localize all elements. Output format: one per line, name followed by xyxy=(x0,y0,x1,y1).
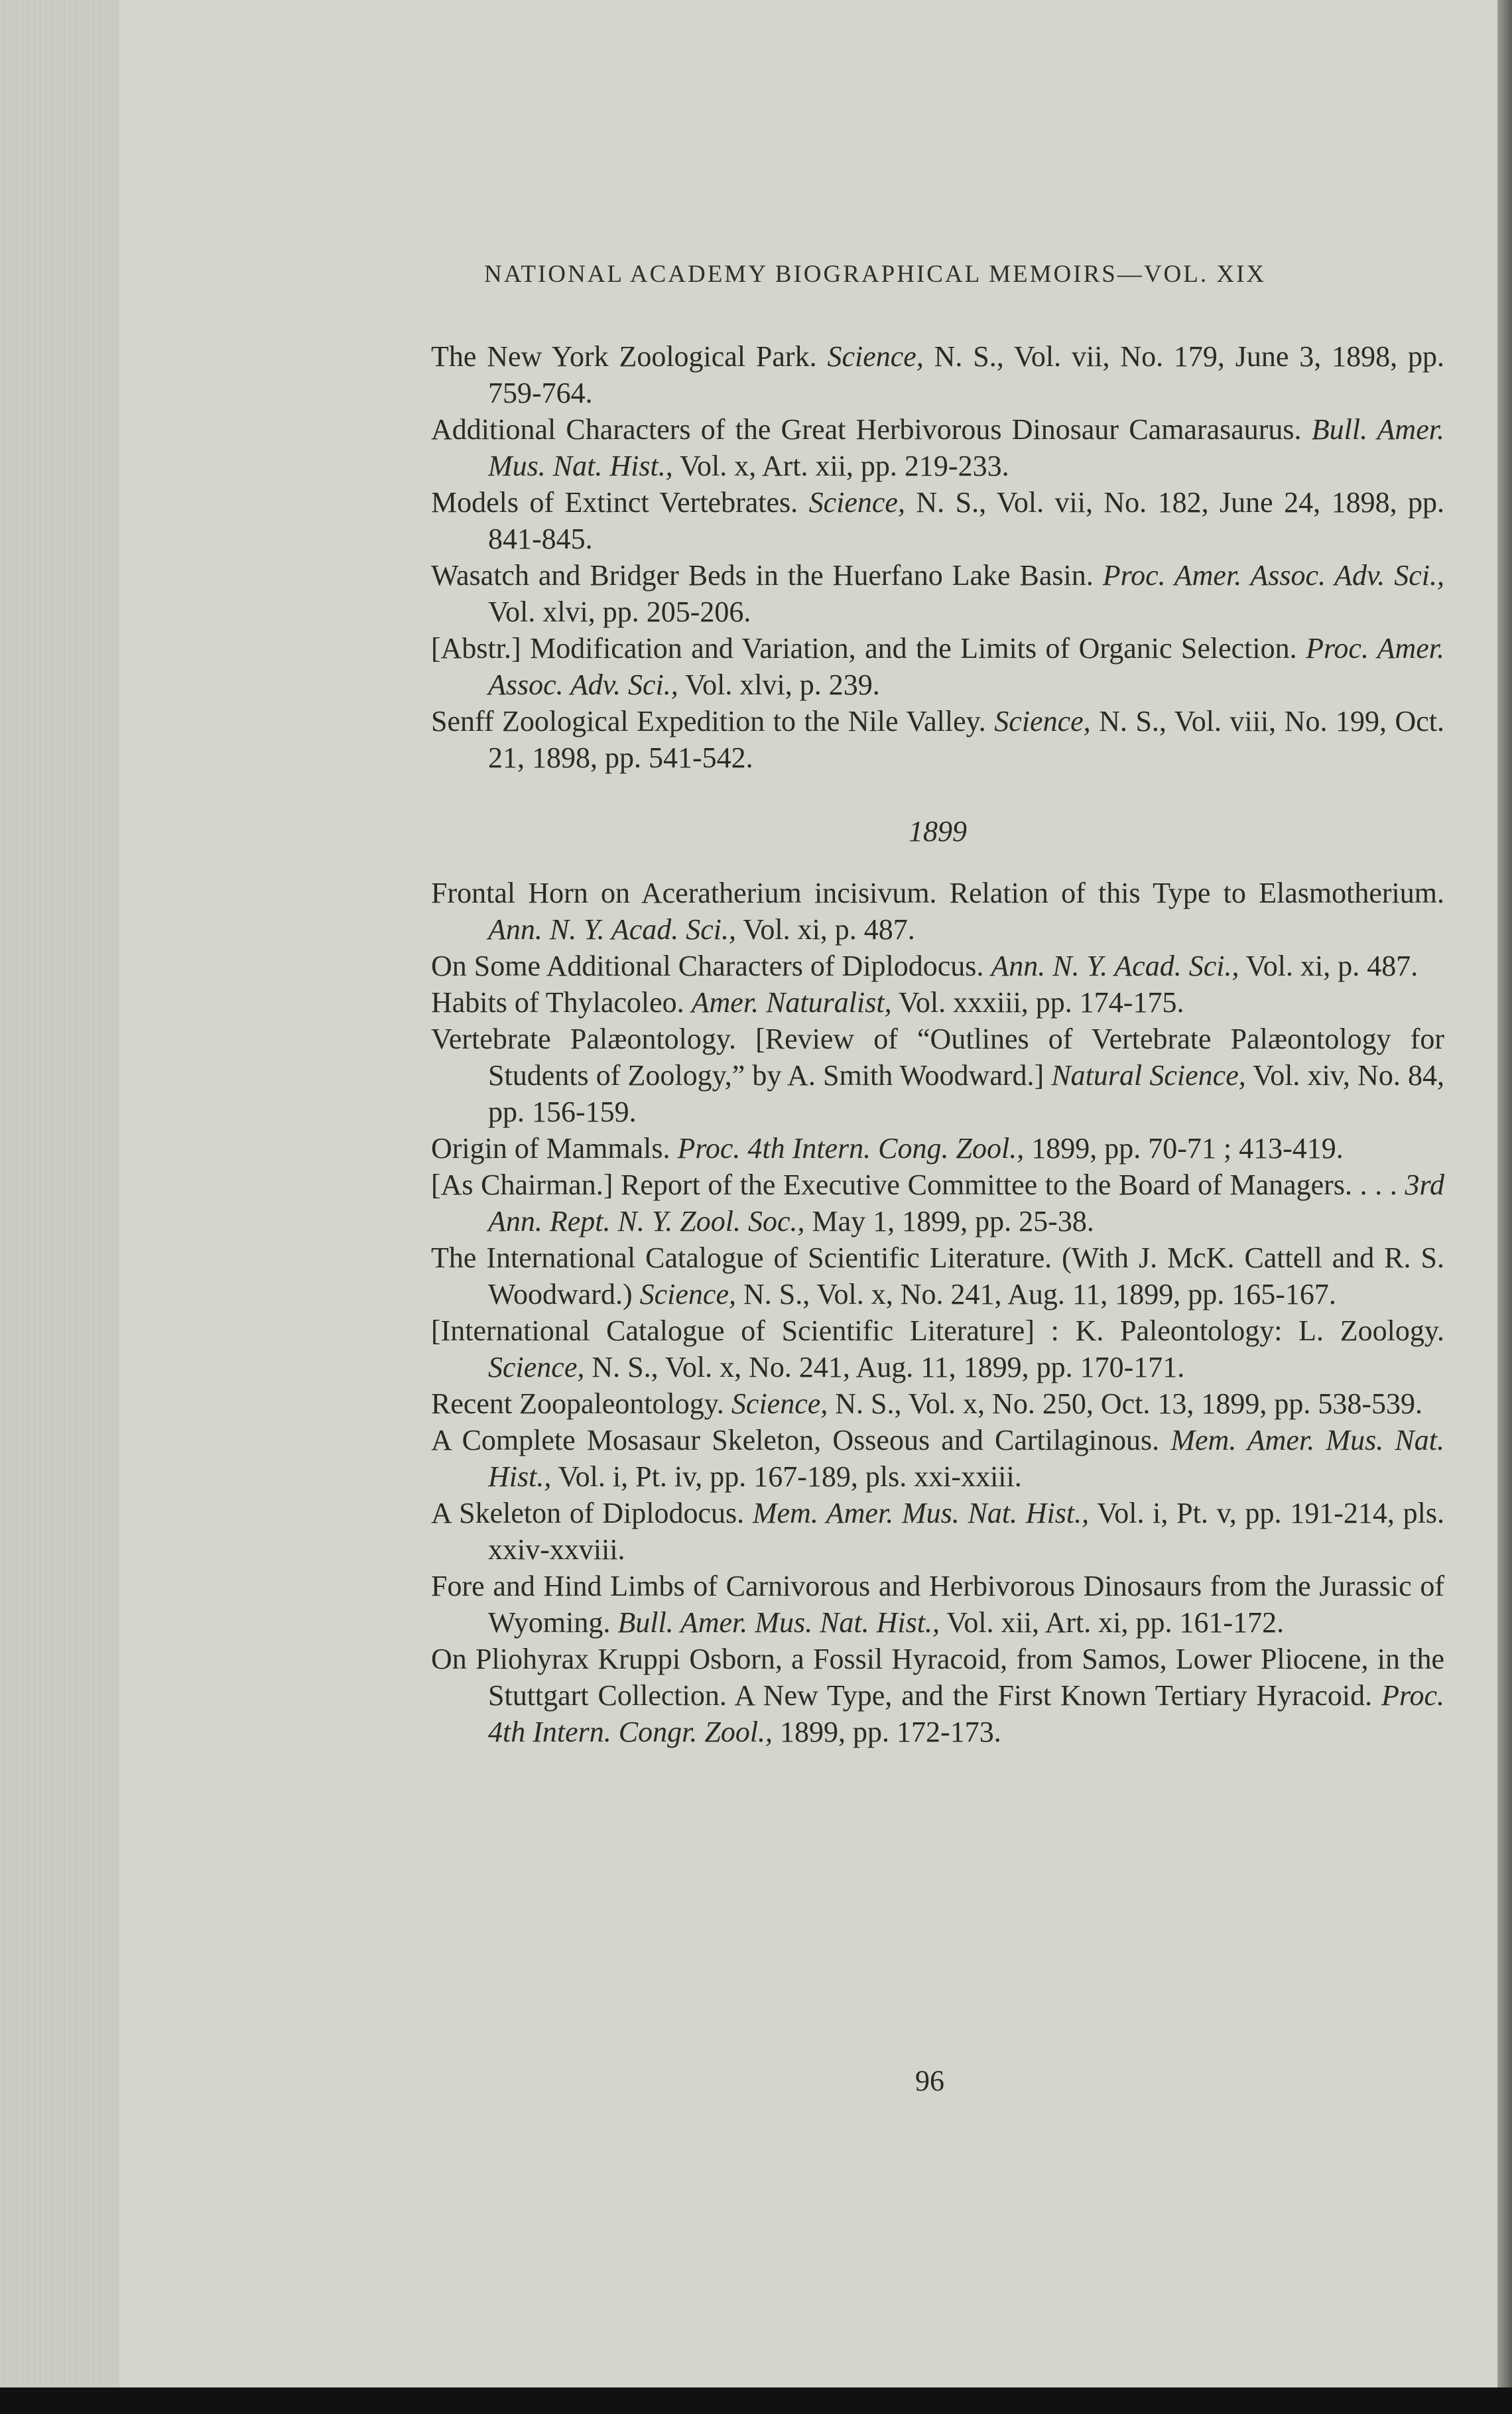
bib-entry: Recent Zoopaleontology. Science, N. S., Vol. x, No. 250, Oct. 13, 1899, pp. 538-539. xyxy=(431,1387,1423,1420)
bibliography xyxy=(431,338,1444,1750)
bib-entry: Vertebrate Palæontology. [Review of “Outlines of Vertebrate Palæontology for Students of Zoology,” by A. Smith Woodward.] Natural Science, Vol. xiv, No. 84, pp. 156-159. xyxy=(431,1023,1444,1128)
bibliography-section xyxy=(431,813,1444,1750)
bib-entry: Fore and Hind Limbs of Carnivorous and Herbivorous Dinosaurs from the Jurassic of Wyoming. Bull. Amer. Mus. Nat. Hist., Vol. xii, Art. xi, pp. 161-172. xyxy=(431,1570,1444,1639)
bib-entry: Origin of Mammals. Proc. 4th Intern. Cong. Zool., 1899, pp. 70-71 ; 413-419. xyxy=(431,1132,1344,1165)
bib-entry: A Complete Mosasaur Skeleton, Osseous and Cartilaginous. Mem. Amer. Mus. Nat. Hist., Vol. i, Pt. iv, pp. 167-189, pls. xxi-xxiii. xyxy=(431,1424,1444,1493)
bib-entry: A Skeleton of Diplodocus. Mem. Amer. Mus. Nat. Hist., Vol. i, Pt. v, pp. 191-214, pls. xxiv-xxviii. xyxy=(431,1497,1444,1566)
bib-entry: On Pliohyrax Kruppi Osborn, a Fossil Hyracoid, from Samos, Lower Pliocene, in the Stuttgart Collection. A New Type, and the First Known Tertiary Hyracoid. Proc. 4th Intern. Congr. Zool., 1899, pp. 172-173. xyxy=(431,1643,1444,1748)
bibliography-section xyxy=(431,338,1444,776)
bib-entry: Models of Extinct Vertebrates. Science, N. S., Vol. vii, No. 182, June 24, 1898, pp. 841-845. xyxy=(431,486,1445,555)
bib-entry: Frontal Horn on Aceratherium incisivum. Relation of this Type to Elasmotherium. Ann. N. Y. Acad. Sci., Vol. xi, p. 487. xyxy=(431,877,1444,946)
bib-entry: The International Catalogue of Scientific Literature. (With J. McK. Cattell and R. S. Woodward.) Science, N. S., Vol. x, No. 241, Aug. 11, 1899, pp. 165-167. xyxy=(431,1241,1444,1310)
running-head: NATIONAL ACADEMY BIOGRAPHICAL MEMOIRS—VOL. XIX xyxy=(484,261,1267,288)
book-edge-shadow xyxy=(1497,0,1512,2387)
bib-entry: On Some Additional Characters of Diplodocus. Ann. N. Y. Acad. Sci., Vol. xi, p. 487. xyxy=(431,950,1418,982)
bib-entry: [International Catalogue of Scientific Literature] : K. Paleontology: L. Zoology. Science, N. S., Vol. x, No. 241, Aug. 11, 1899, pp. 170-171. xyxy=(431,1314,1444,1383)
year-heading: 1899 xyxy=(909,815,967,848)
bib-entry: Habits of Thylacoleo. Amer. Naturalist, Vol. xxxiii, pp. 174-175. xyxy=(431,986,1184,1019)
bib-entry: Additional Characters of the Great Herbivorous Dinosaur Camarasaurus. Bull. Amer. Mus. Nat. Hist., Vol. x, Art. xii, pp. 219-233. xyxy=(431,413,1444,482)
bib-entry: [Abstr.] Modification and Variation, and the Limits of Organic Selection. Proc. Amer. Assoc. Adv. Sci., Vol. xlvi, p. 239. xyxy=(431,632,1445,701)
bib-entry: The New York Zoological Park. Science, N. S., Vol. vii, No. 179, June 3, 1898, pp. 759-764. xyxy=(431,340,1445,409)
page-number: 96 xyxy=(915,2065,944,2097)
bib-entry: [As Chairman.] Report of the Executive Committee to the Board of Managers. . . . 3rd Ann. Rept. N. Y. Zool. Soc., May 1, 1899, pp. 25-38. xyxy=(431,1169,1444,1238)
binding-edge xyxy=(0,0,119,2387)
bib-entry: Senff Zoological Expedition to the Nile Valley. Science, N. S., Vol. viii, No. 199, Oct. 21, 1898, pp. 541-542. xyxy=(431,705,1445,774)
scan-border xyxy=(0,2387,1512,2414)
bib-entry: Wasatch and Bridger Beds in the Huerfano Lake Basin. Proc. Amer. Assoc. Adv. Sci., Vol. xlvi, pp. 205-206. xyxy=(431,559,1445,628)
